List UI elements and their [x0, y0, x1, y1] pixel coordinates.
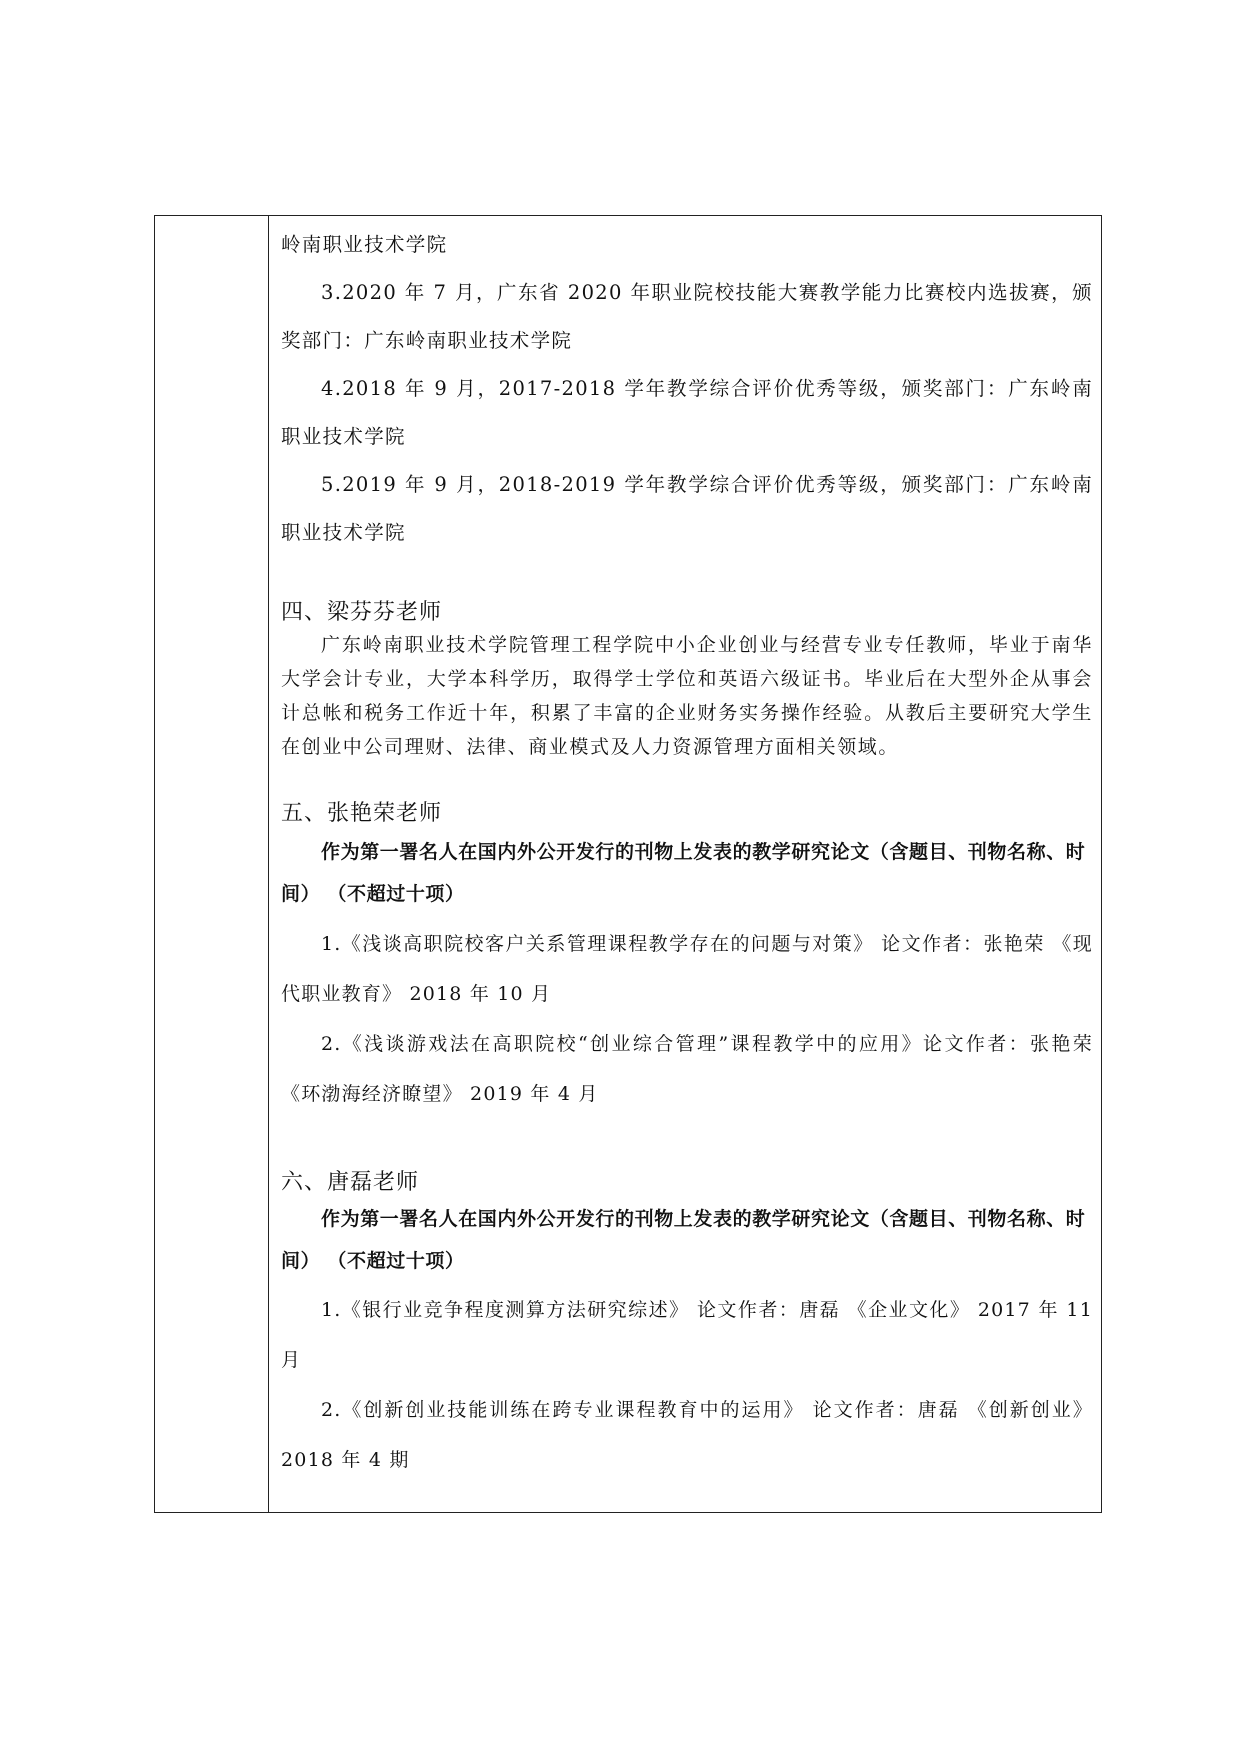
bio-liang: 广东岭南职业技术学院管理工程学院中小企业创业与经营专业专任教师，毕业于南华大学会计专业，大学本科学历，取得学士学位和英语六级证书。毕业后在大型外企从事会计总帐和税务工作近十年，积累了丰富的企业财务实务操作经验。从教后主要研究大学生在创业中公司理财、法律、商业模式及人力资源管理方面相关领域。: [281, 634, 1093, 758]
award-continuation: 岭南职业技术学院: [281, 233, 448, 256]
award-item-3-text: 3.2020 年 7 月，广东省 2020 年职业院校技能大赛教学能力比赛校内选拔赛，颁奖部门：广东岭南职业技术学院: [281, 281, 1093, 352]
paper-zhang-1: 1.《浅谈高职院校客户关系管理课程教学存在的问题与对策》 论文作者：张艳荣 《现代职业教育》 2018 年 10 月: [281, 933, 1093, 1005]
paper-tang-2: 2.《创新创业技能训练在跨专业课程教育中的运用》 论文作者：唐磊 《创新创业》 2018 年 4 期: [281, 1399, 1093, 1471]
papers-intro-zhang: 作为第一署名人在国内外公开发行的刊物上发表的教学研究论文（含题目、刊物名称、时间） （不超过十项）: [281, 841, 1086, 905]
column-divider: [268, 216, 269, 1512]
paper-zhang-2: 2.《浅谈游戏法在高职院校“创业综合管理”课程教学中的应用》论文作者：张艳荣 《环渤海经济瞭望》 2019 年 4 月: [281, 1033, 1093, 1105]
section-heading-zhang: 五、张艳荣老师: [281, 801, 443, 826]
section-heading-tang: 六、唐磊老师: [281, 1170, 420, 1195]
award-item-4-text: 4.2018 年 9 月，2017-2018 学年教学综合评价优秀等级，颁奖部门：广东岭南职业技术学院: [281, 377, 1093, 448]
award-item-5-text: 5.2019 年 9 月，2018-2019 学年教学综合评价优秀等级，颁奖部门：广东岭南职业技术学院: [281, 473, 1093, 544]
award-item-3: [281, 269, 1093, 365]
award-item-5: [281, 461, 1093, 557]
award-item-4: [281, 365, 1093, 461]
content-cell: [281, 216, 1093, 1512]
papers-intro-tang: 作为第一署名人在国内外公开发行的刊物上发表的教学研究论文（含题目、刊物名称、时间） （不超过十项）: [281, 1208, 1086, 1272]
paper-tang-1: 1.《银行业竞争程度测算方法研究综述》 论文作者：唐磊 《企业文化》 2017 年 11 月: [281, 1299, 1093, 1371]
section-heading-liang: 四、梁芬芬老师: [281, 600, 443, 625]
form-table: [154, 215, 1102, 1513]
